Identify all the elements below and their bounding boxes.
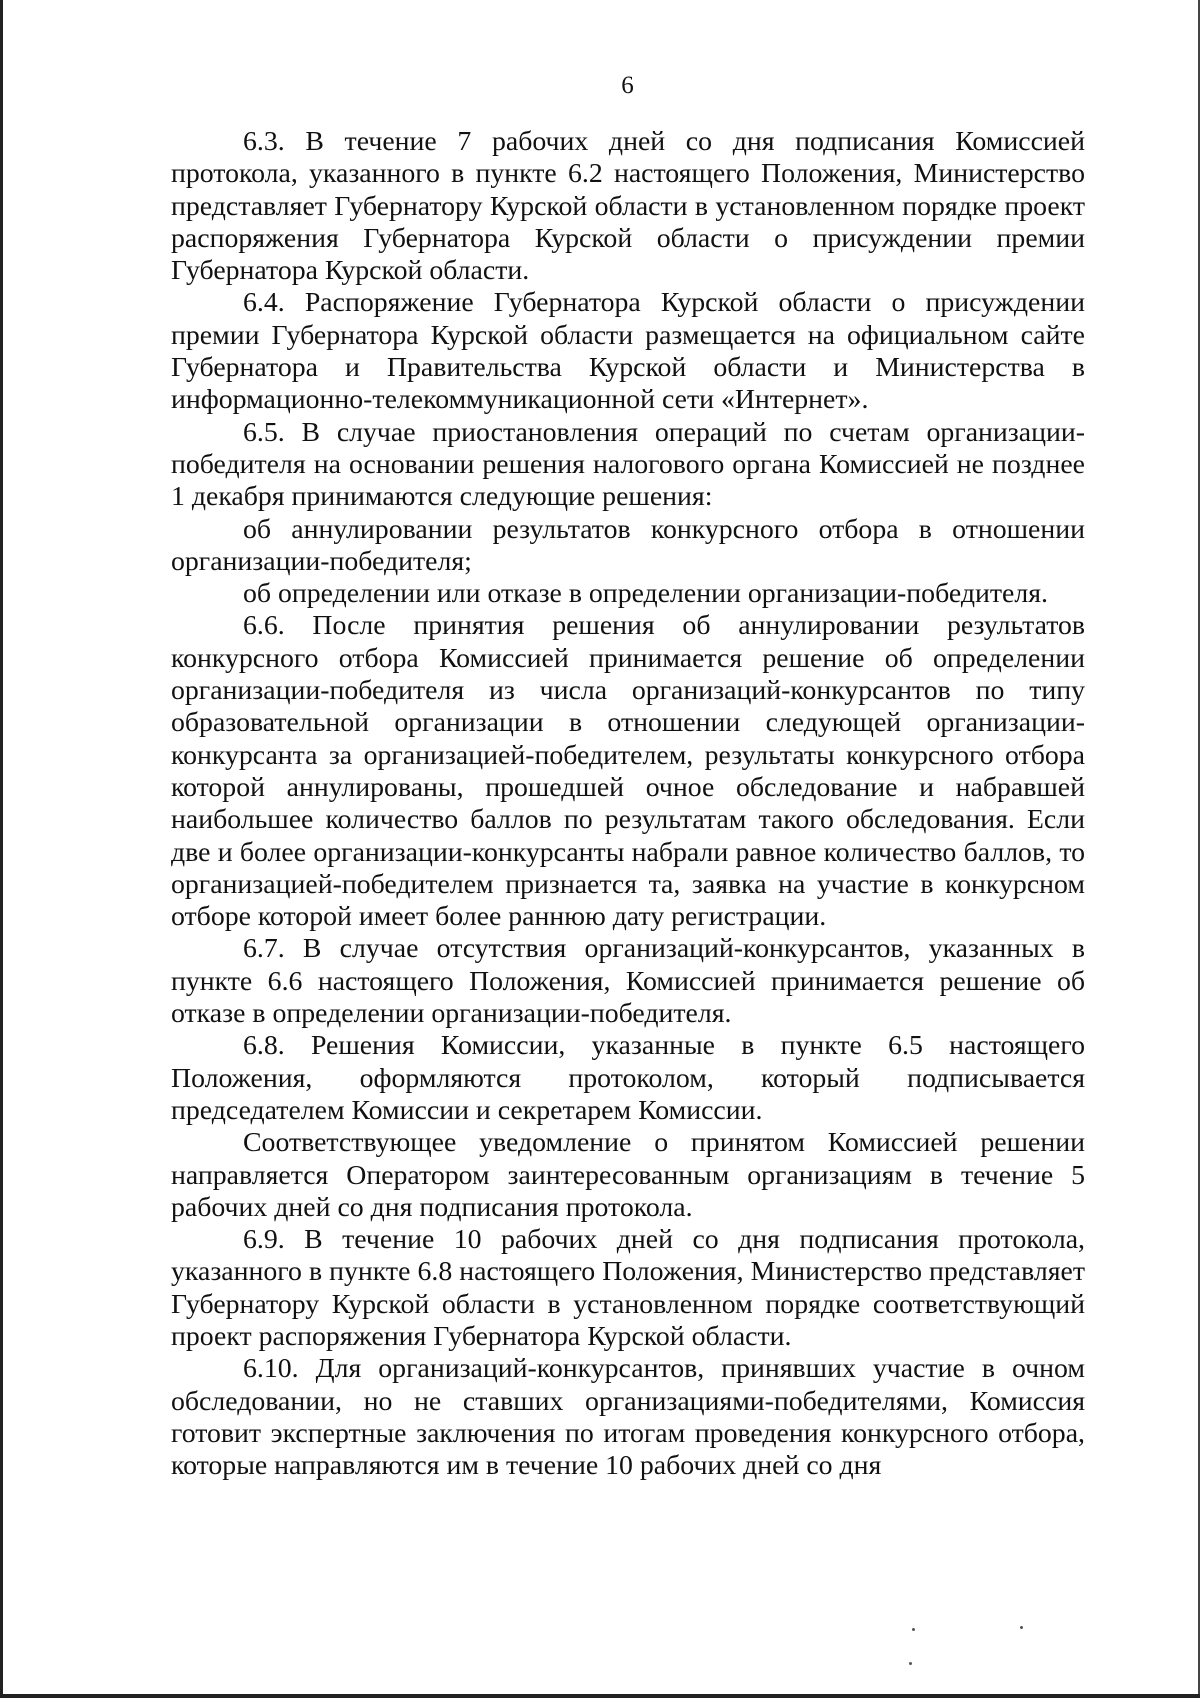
paragraph-6-5-item-1: об аннулировании результатов конкурсного отбора в отношении организации-победителя; <box>171 513 1085 577</box>
paragraph-6-7: 6.7. В случае отсутствия организаций-конкурсантов, указанных в пункте 6.6 настоящего Положения, Комиссией принимается решение об отказе в определении организации-победителя. <box>171 933 1085 1030</box>
scan-border-left <box>0 0 3 1698</box>
scan-speck <box>1020 1626 1023 1629</box>
paragraph-6-9: 6.9. В течение 10 рабочих дней со дня подписания протокола, указанного в пункте 6.8 настоящего Положения, Министерство представляет Губернатору Курской области в установленном порядке соответствующий проект распоряжения Губернатора Курской области. <box>171 1224 1085 1352</box>
scan-border-bottom <box>0 1694 1200 1698</box>
paragraph-6-4: 6.4. Распоряжение Губернатора Курской области о присуждении премии Губернатора Курской области размещается на официальном сайте Губернатора и Правительства Курской области и Министерства в информационно-телекоммуникационной сети «Интернет». <box>171 287 1085 416</box>
paragraph-6-8-notice: Соответствующее уведомление о принятом Комиссией решении направляется Оператором заинтересованным организациям в течение 5 рабочих дней со дня подписания протокола. <box>171 1127 1085 1223</box>
paragraph-6-5: 6.5. В случае приостановления операций по счетам организации-победителя на основании решения налогового органа Комиссией не позднее 1 декабря принимаются следующие решения: <box>171 416 1085 513</box>
page-number: 6 <box>621 72 634 99</box>
paragraph-6-3: 6.3. В течение 7 рабочих дней со дня подписания Комиссией протокола, указанного в пункте 6.2 настоящего Положения, Министерство представляет Губернатору Курской области в установленном порядке проект распоряжения Губернатора Курской области о присуждении премии Губернатора Курской области. <box>171 126 1085 287</box>
paragraph-6-6: 6.6. После принятия решения об аннулировании результатов конкурсного отбора Комиссией принимается решение об определении организации-победителя из числа организаций-конкурсантов по типу образовательной организации в отношении следующей организации-конкурсанта за организацией-победителем, результаты конкурсного отбора которой аннулированы, прошедшей очное обследование и набравшей наибольшее количество баллов по результатам такого обследования. Если две и более организации-конкурсанты набрали равное количество баллов, то организацией-победителем признается та, заявка на участие в конкурсном отборе которой имеет более раннюю дату регистрации. <box>171 610 1085 933</box>
scan-speck <box>909 1662 912 1665</box>
paragraph-6-8: 6.8. Решения Комиссии, указанные в пункте 6.5 настоящего Положения, оформляются протоколом, который подписывается председателем Комиссии и секретарем Комиссии. <box>171 1030 1085 1126</box>
paragraph-6-5-item-2: об определении или отказе в определении организации-победителя. <box>243 578 1048 610</box>
scan-speck <box>912 1628 915 1631</box>
document-body <box>171 126 1085 1482</box>
paragraph-6-10: 6.10. Для организаций-конкурсантов, принявших участие в очном обследовании, но не ставших организациями-победителями, Комиссия готовит экспертные заключения по итогам проведения конкурсного отбора, которые направляются им в течение 10 рабочих дней со дня <box>171 1353 1085 1482</box>
